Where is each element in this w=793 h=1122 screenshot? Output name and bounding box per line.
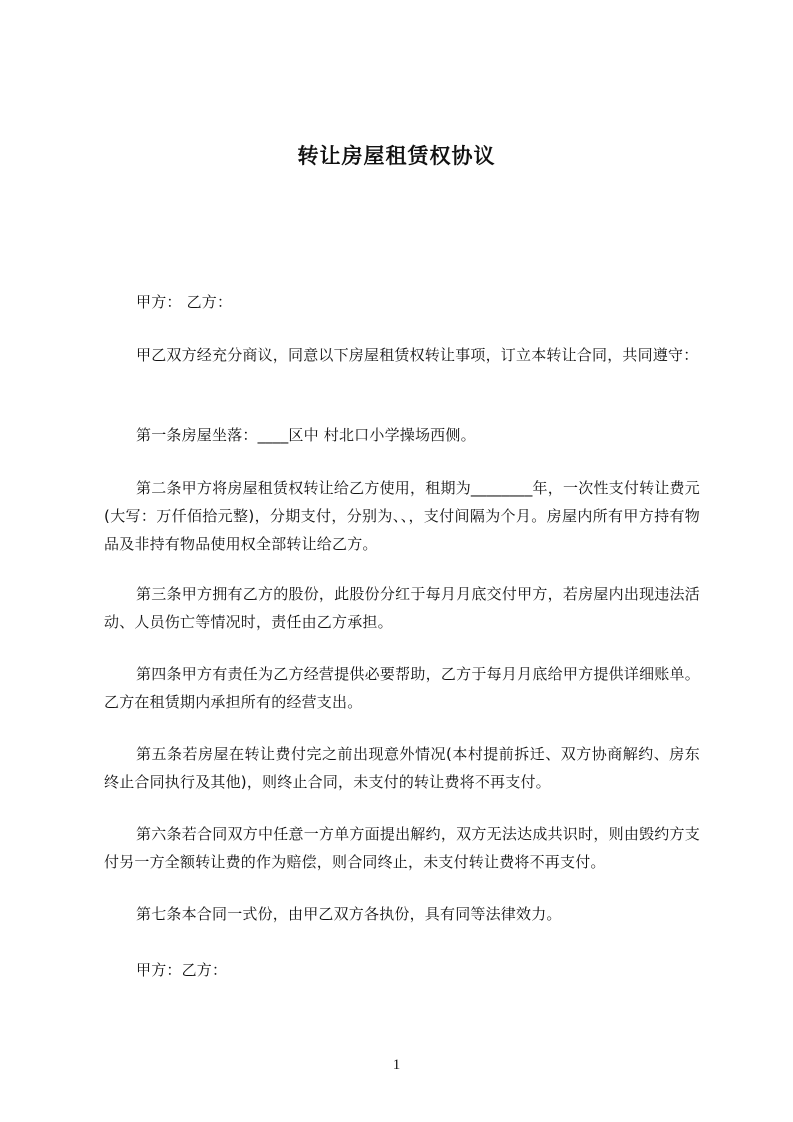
article-5: 第五条若房屋在转让费付完之前出现意外情况(本村提前拆迁、双方协商解约、房东终止合同执行及其他)，则终止合同，未支付的转让费将不再支付。 xyxy=(104,745,700,791)
document-title: 转让房屋租赁权协议 xyxy=(297,144,496,168)
signature-line: 甲方：乙方： xyxy=(136,961,228,979)
article-6: 第六条若合同双方中任意一方单方面提出解约，双方无法达成共识时，则由毁约方支付另一方全额转让费的作为赔偿，则合同终止，未支付转让费将不再支付。 xyxy=(104,825,700,871)
article-3: 第三条甲方拥有乙方的股份，此股份分红于每月月底交付甲方，若房屋内出现违法活动、人员伤亡等情况时，责任由乙方承担。 xyxy=(104,585,700,631)
article-1: 第一条房屋坐落：____区中 村北口小学操场西侧。 xyxy=(136,426,476,444)
article-2: 第二条甲方将房屋租赁权转让给乙方使用，租期为________年，一次性支付转让费元(大写：万仟佰拾元整)，分期支付，分别为、、，支付间隔为个月。房屋内所有甲方持有物品及非持有物品使用权全部转让给乙方。 xyxy=(104,479,700,553)
intro-paragraph: 甲乙双方经充分商议，同意以下房屋租赁权转让事项，订立本转让合同，共同遵守： xyxy=(136,346,699,364)
article-7: 第七条本合同一式份，由甲乙双方各执份，具有同等法律效力。 xyxy=(136,905,562,923)
article-4: 第四条甲方有责任为乙方经营提供必要帮助，乙方于每月月底给甲方提供详细账单。乙方在租赁期内承担所有的经营支出。 xyxy=(104,665,700,711)
parties-line: 甲方： 乙方： xyxy=(136,293,233,311)
page-number: 1 xyxy=(392,1057,401,1073)
